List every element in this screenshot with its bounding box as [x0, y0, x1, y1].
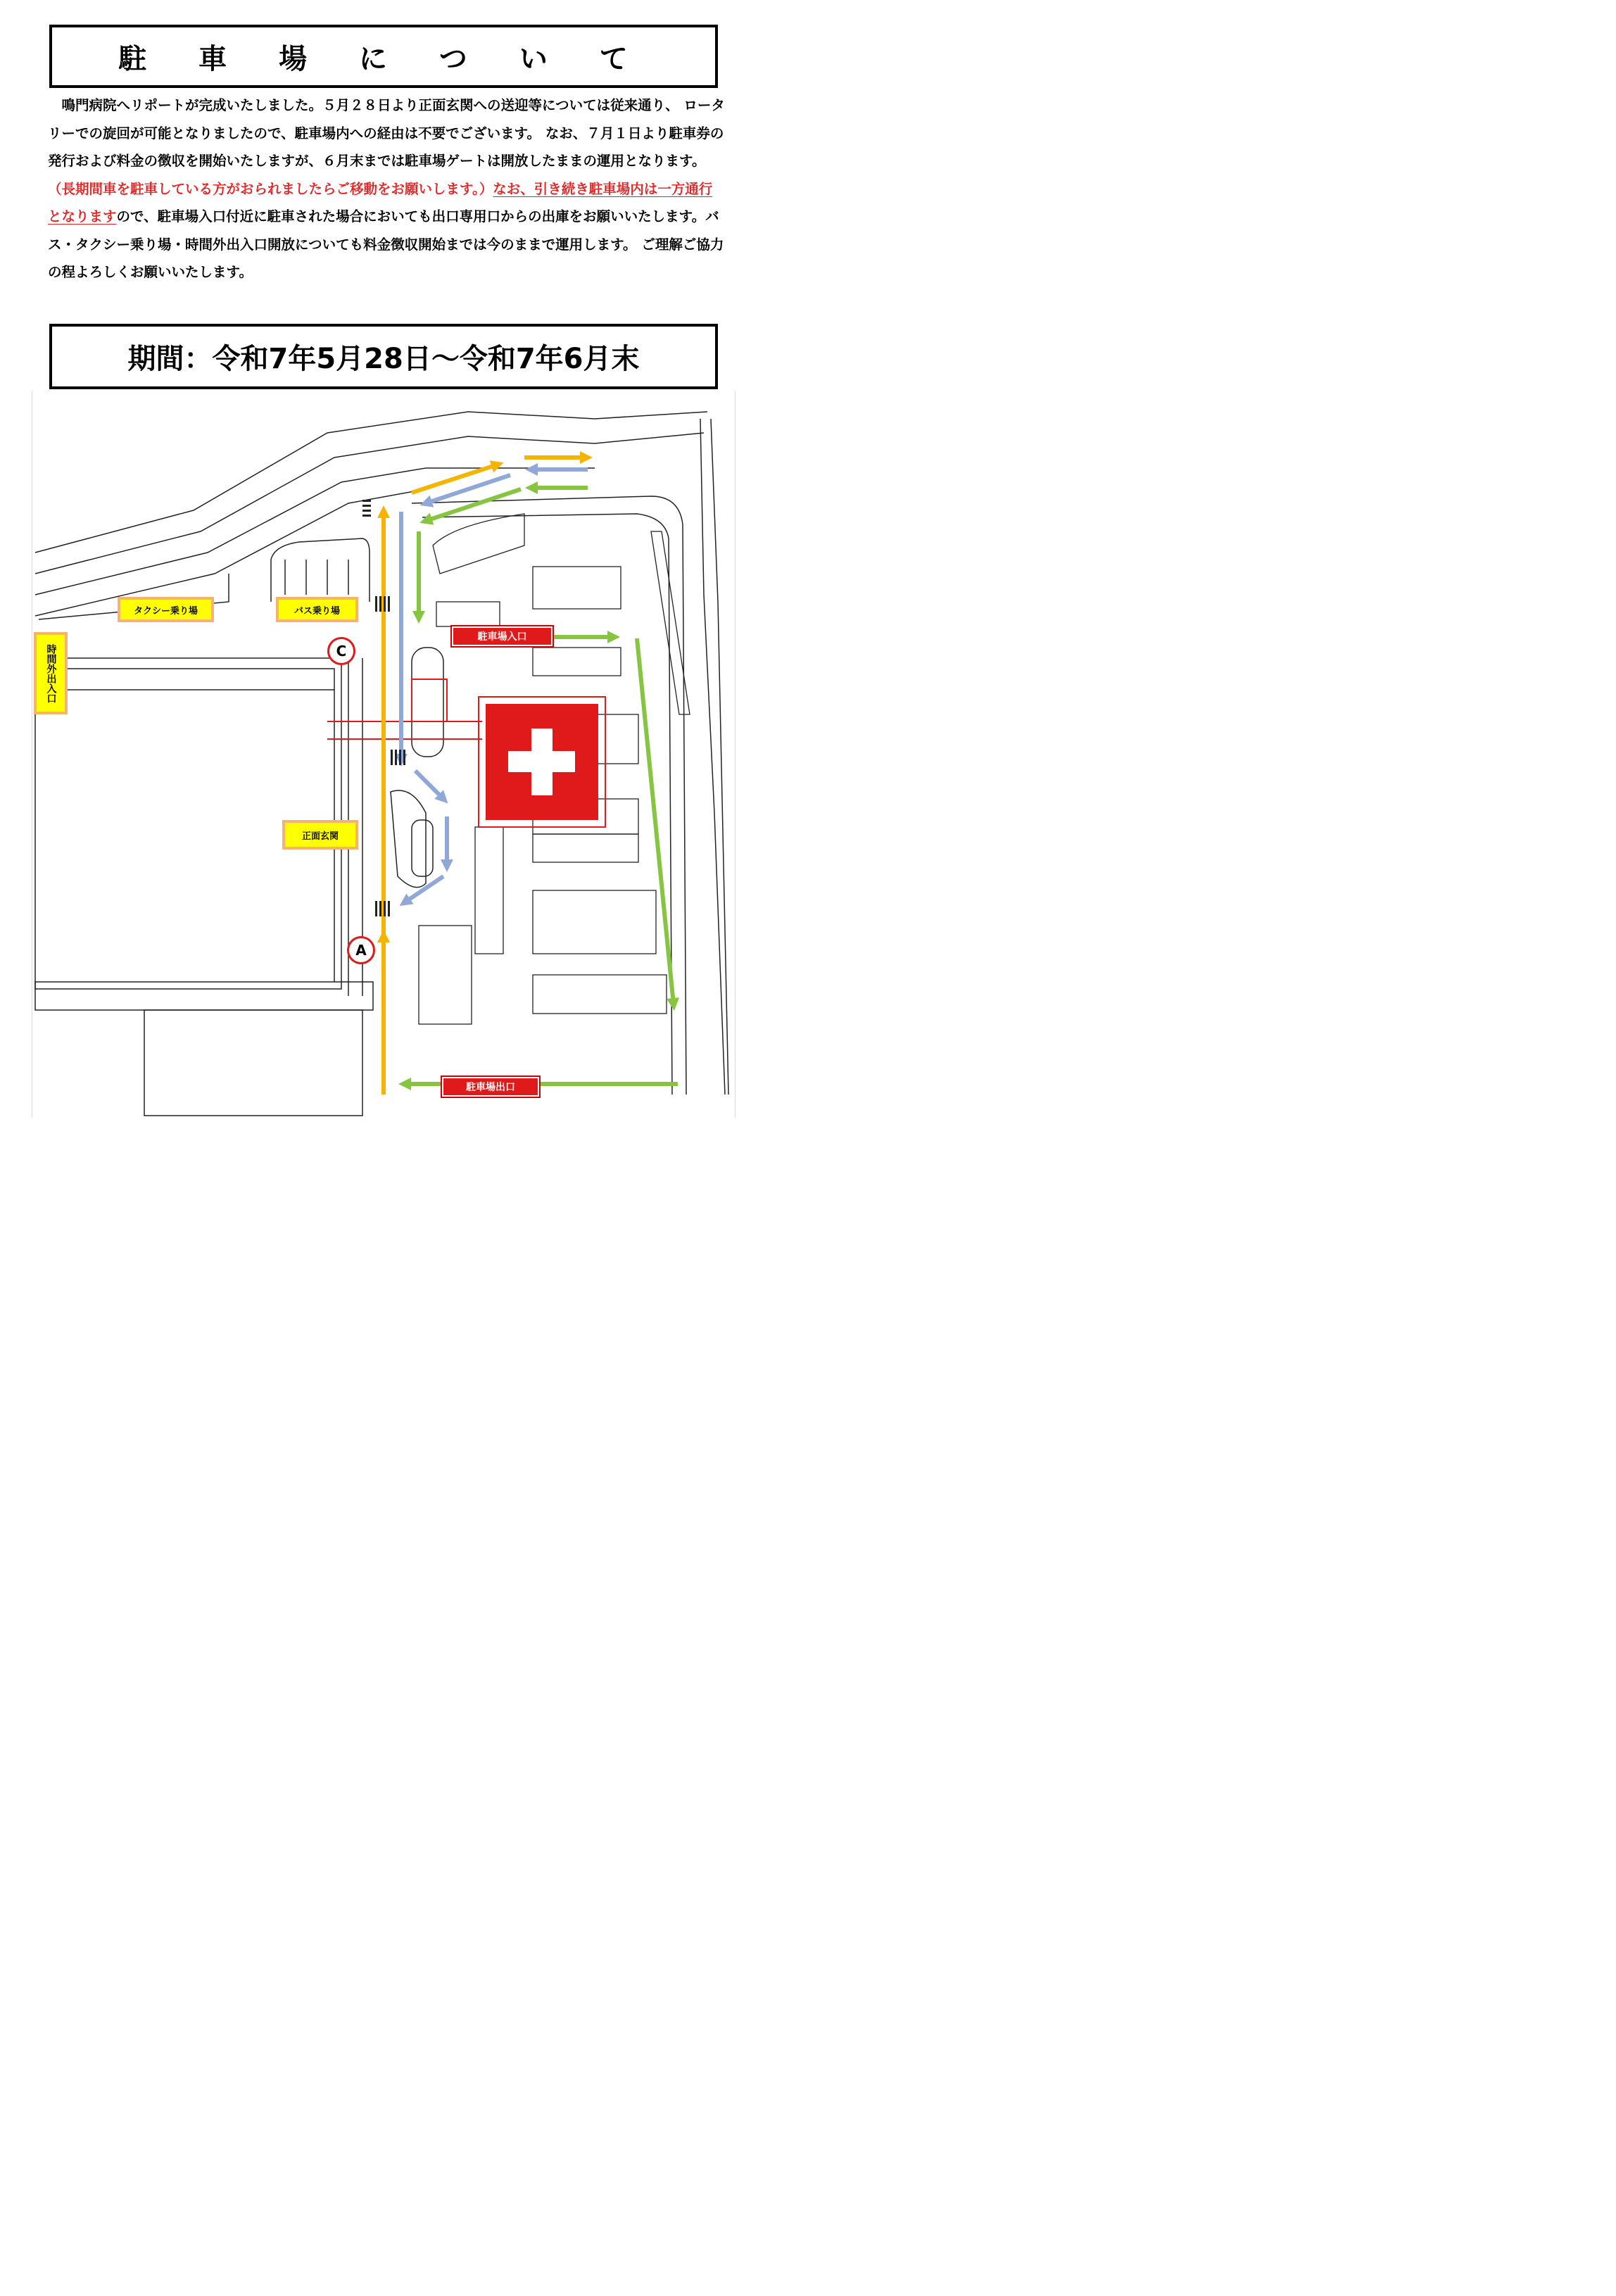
title-box	[49, 25, 718, 88]
notice-text-2: ので、駐車場入口付近に駐車された場合においても出口専用口からの出庫をお願いいたします。バス・タクシー乗り場・時間外出入口開放についても料金徴収開始までは今のままで運用します。 ご理解ご協力の程よろしくお願いいたします。	[48, 208, 724, 280]
after-hours-entrance-label	[34, 632, 68, 714]
notice-paragraph	[48, 92, 725, 286]
taxi-stand-label: タクシー乗り場	[118, 597, 214, 622]
parking-entrance-label: 駐車場入口	[452, 626, 553, 646]
notice-text-1: 鳴門病院へリポートが完成いたしました。５月２８日より正面玄関への送迎等については従来通り、 ロータリーでの旋回が可能となりましたので、駐車場内への経由は不要でございます。 なお、７月１日より駐車券の発行および料金の徴収を開始いたしますが、６月末までは駐車場ゲートは開放したままの運用となります。	[48, 97, 725, 169]
blue-route-arrows	[401, 469, 588, 902]
parking-map	[32, 391, 736, 1117]
after-hours-entrance-text: 時間外出入口	[45, 643, 57, 703]
parking-exit-label: 駐車場出口	[442, 1077, 539, 1097]
period-text: 期間：令和7年5月28日～令和7年6月末	[127, 343, 640, 375]
parking-map-drawing	[32, 391, 736, 1117]
period-box	[49, 324, 718, 389]
marker-c: C	[327, 637, 355, 665]
heliport	[327, 679, 605, 827]
notice-red-text: （長期間車を駐車している方がおられましたらご移動をお願いします。）	[48, 180, 493, 197]
hospital-building	[35, 658, 373, 1116]
main-entrance-label: 正面玄関	[282, 820, 358, 850]
marker-a: A	[347, 936, 375, 964]
rotary-island	[391, 648, 443, 888]
page-title: 駐 車 場 に つ い て	[118, 42, 649, 75]
bus-stop-label: バス乗り場	[276, 597, 358, 622]
notice-red-underlined-text: なお、引き続き駐車場内は一方通行となります	[48, 180, 713, 225]
